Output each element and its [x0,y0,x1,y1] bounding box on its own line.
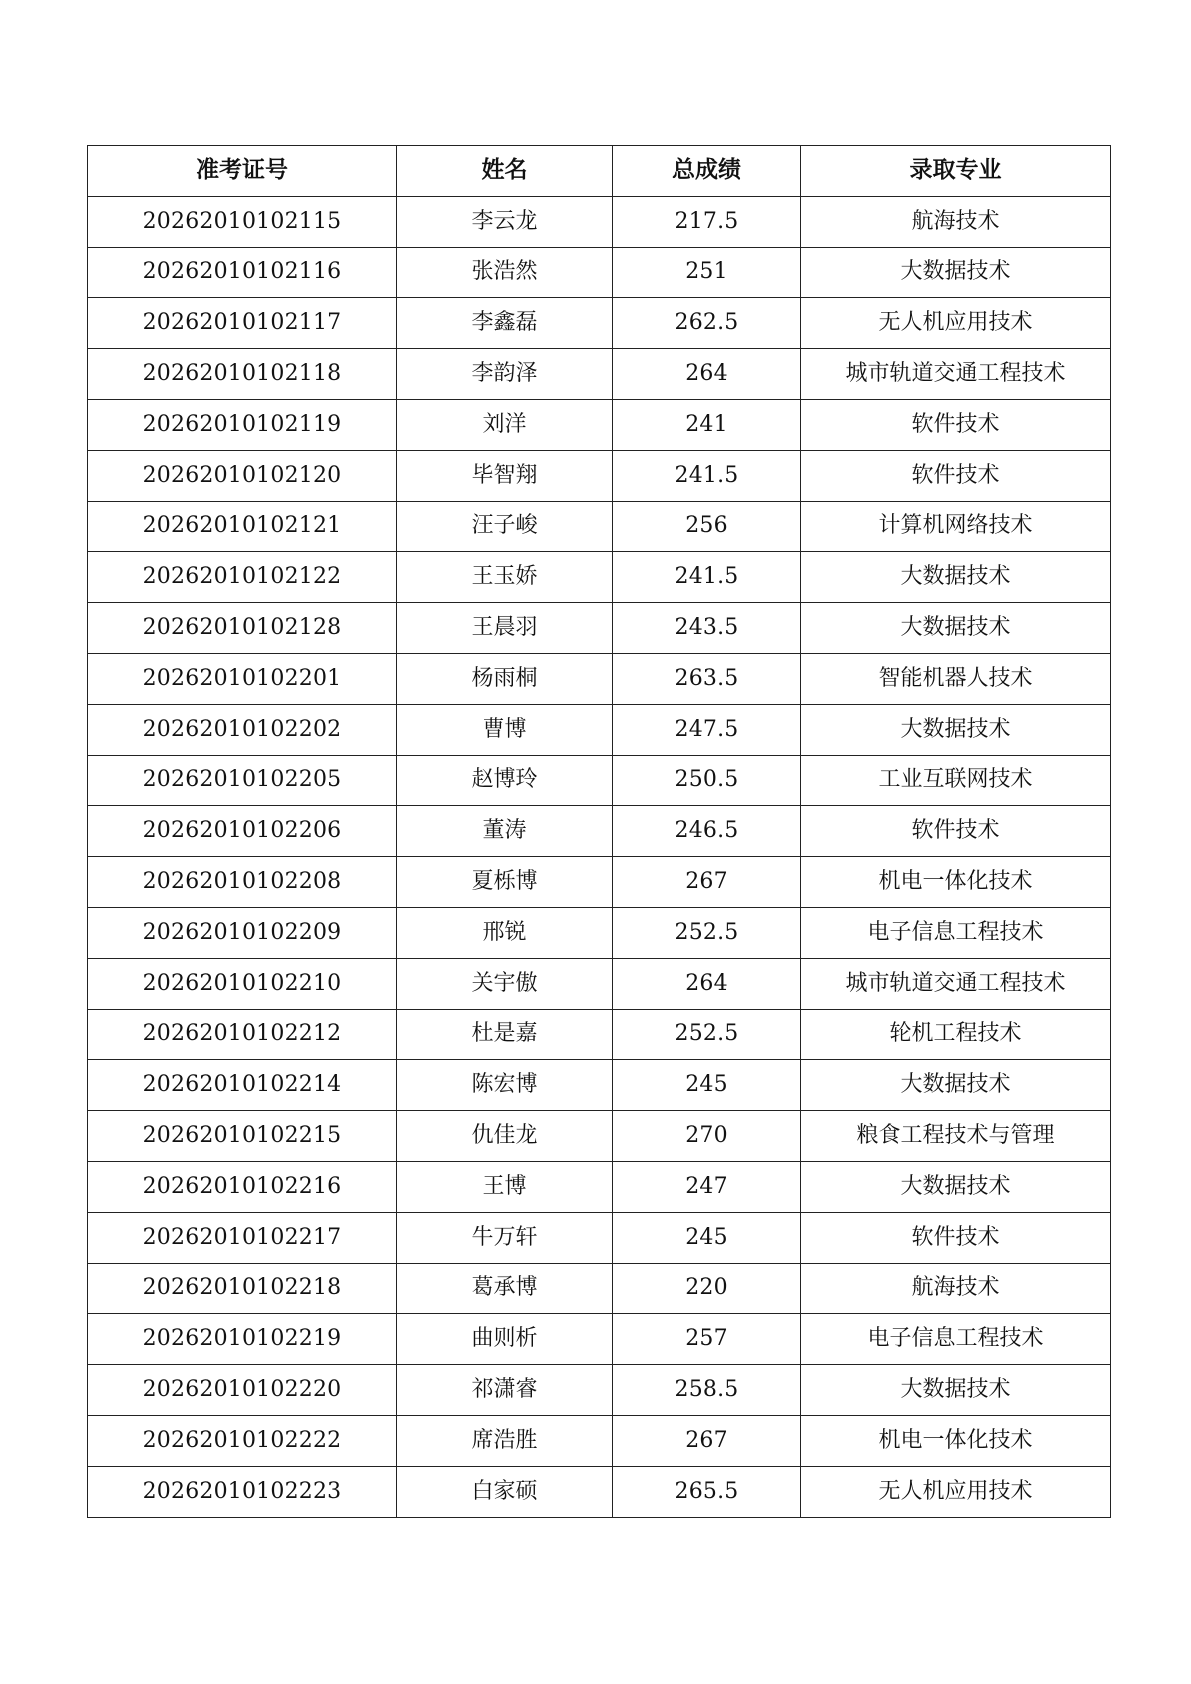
student-name-cell: 仇佳龙 [397,1111,613,1162]
student-name-cell: 曹博 [397,704,613,755]
admitted-major-cell: 轮机工程技术 [801,1009,1111,1060]
student-name-cell: 刘洋 [397,399,613,450]
table-row [88,755,1111,806]
admitted-major-cell: 城市轨道交通工程技术 [801,958,1111,1009]
header-row [88,146,1111,197]
total-score-cell: 247 [613,1161,801,1212]
total-score-cell: 267 [613,1415,801,1466]
total-score-cell: 241.5 [613,552,801,603]
total-score-cell: 252.5 [613,1009,801,1060]
table-row [88,1466,1111,1517]
exam-number-cell: 20262010102120 [88,450,397,501]
total-score-cell: 246.5 [613,806,801,857]
admitted-major-cell: 大数据技术 [801,704,1111,755]
admitted-major-cell: 机电一体化技术 [801,1415,1111,1466]
total-score-cell: 252.5 [613,907,801,958]
table-body [88,196,1111,1517]
header-total-score: 总成绩 [613,146,801,197]
student-name-cell: 牛万轩 [397,1212,613,1263]
admitted-major-cell: 智能机器人技术 [801,653,1111,704]
exam-number-cell: 20262010102128 [88,603,397,654]
exam-number-cell: 20262010102208 [88,857,397,908]
admitted-major-cell: 软件技术 [801,1212,1111,1263]
exam-number-cell: 20262010102115 [88,196,397,247]
student-name-cell: 夏栎博 [397,857,613,908]
exam-number-cell: 20262010102212 [88,1009,397,1060]
admitted-major-cell: 航海技术 [801,1263,1111,1314]
student-name-cell: 赵博玲 [397,755,613,806]
exam-number-cell: 20262010102205 [88,755,397,806]
student-name-cell: 陈宏博 [397,1060,613,1111]
student-name-cell: 邢锐 [397,907,613,958]
student-name-cell: 王博 [397,1161,613,1212]
table-row [88,1009,1111,1060]
total-score-cell: 217.5 [613,196,801,247]
table-row [88,1415,1111,1466]
student-name-cell: 席浩胜 [397,1415,613,1466]
exam-number-cell: 20262010102116 [88,247,397,298]
table-row [88,653,1111,704]
exam-number-cell: 20262010102121 [88,501,397,552]
admitted-major-cell: 无人机应用技术 [801,1466,1111,1517]
table-row [88,1212,1111,1263]
table-row [88,450,1111,501]
admitted-major-cell: 工业互联网技术 [801,755,1111,806]
admitted-major-cell: 大数据技术 [801,1365,1111,1416]
exam-number-cell: 20262010102118 [88,349,397,400]
table-row [88,857,1111,908]
student-name-cell: 张浩然 [397,247,613,298]
admitted-major-cell: 无人机应用技术 [801,298,1111,349]
exam-number-cell: 20262010102215 [88,1111,397,1162]
table-row [88,247,1111,298]
table-row [88,958,1111,1009]
total-score-cell: 245 [613,1212,801,1263]
admitted-major-cell: 航海技术 [801,196,1111,247]
exam-number-cell: 20262010102216 [88,1161,397,1212]
admitted-major-cell: 电子信息工程技术 [801,1314,1111,1365]
student-name-cell: 毕智翔 [397,450,613,501]
table-row [88,349,1111,400]
total-score-cell: 241.5 [613,450,801,501]
admitted-major-cell: 大数据技术 [801,603,1111,654]
exam-number-cell: 20262010102117 [88,298,397,349]
exam-number-cell: 20262010102220 [88,1365,397,1416]
exam-number-cell: 20262010102217 [88,1212,397,1263]
exam-number-cell: 20262010102209 [88,907,397,958]
total-score-cell: 256 [613,501,801,552]
admission-table [87,145,1111,1518]
table-row [88,1161,1111,1212]
table-row [88,603,1111,654]
student-name-cell: 曲则析 [397,1314,613,1365]
total-score-cell: 264 [613,349,801,400]
table-row [88,1263,1111,1314]
student-name-cell: 李鑫磊 [397,298,613,349]
admitted-major-cell: 软件技术 [801,450,1111,501]
student-name-cell: 汪子峻 [397,501,613,552]
total-score-cell: 265.5 [613,1466,801,1517]
exam-number-cell: 20262010102218 [88,1263,397,1314]
table-row [88,298,1111,349]
table-row [88,196,1111,247]
table-row [88,806,1111,857]
exam-number-cell: 20262010102223 [88,1466,397,1517]
admitted-major-cell: 大数据技术 [801,1161,1111,1212]
total-score-cell: 247.5 [613,704,801,755]
student-name-cell: 王玉娇 [397,552,613,603]
admitted-major-cell: 大数据技术 [801,247,1111,298]
table-row [88,399,1111,450]
student-name-cell: 杨雨桐 [397,653,613,704]
exam-number-cell: 20262010102122 [88,552,397,603]
student-name-cell: 祁潇睿 [397,1365,613,1416]
student-name-cell: 白家硕 [397,1466,613,1517]
exam-number-cell: 20262010102219 [88,1314,397,1365]
table-row [88,552,1111,603]
total-score-cell: 241 [613,399,801,450]
admitted-major-cell: 电子信息工程技术 [801,907,1111,958]
admitted-major-cell: 大数据技术 [801,1060,1111,1111]
table-row [88,907,1111,958]
student-name-cell: 王晨羽 [397,603,613,654]
header-exam-number: 准考证号 [88,146,397,197]
exam-number-cell: 20262010102222 [88,1415,397,1466]
total-score-cell: 264 [613,958,801,1009]
exam-number-cell: 20262010102119 [88,399,397,450]
total-score-cell: 258.5 [613,1365,801,1416]
table-row [88,1365,1111,1416]
table-row [88,501,1111,552]
total-score-cell: 270 [613,1111,801,1162]
exam-number-cell: 20262010102206 [88,806,397,857]
total-score-cell: 250.5 [613,755,801,806]
total-score-cell: 257 [613,1314,801,1365]
table-row [88,1314,1111,1365]
student-name-cell: 李韵泽 [397,349,613,400]
total-score-cell: 262.5 [613,298,801,349]
exam-number-cell: 20262010102210 [88,958,397,1009]
student-name-cell: 葛承博 [397,1263,613,1314]
admitted-major-cell: 软件技术 [801,399,1111,450]
table-row [88,704,1111,755]
total-score-cell: 267 [613,857,801,908]
table-row [88,1111,1111,1162]
total-score-cell: 251 [613,247,801,298]
student-name-cell: 董涛 [397,806,613,857]
admitted-major-cell: 大数据技术 [801,552,1111,603]
total-score-cell: 263.5 [613,653,801,704]
header-admitted-major: 录取专业 [801,146,1111,197]
student-name-cell: 关宇傲 [397,958,613,1009]
admitted-major-cell: 粮食工程技术与管理 [801,1111,1111,1162]
exam-number-cell: 20262010102201 [88,653,397,704]
table-row [88,1060,1111,1111]
exam-number-cell: 20262010102202 [88,704,397,755]
table-header [88,146,1111,197]
admitted-major-cell: 城市轨道交通工程技术 [801,349,1111,400]
admitted-major-cell: 软件技术 [801,806,1111,857]
exam-number-cell: 20262010102214 [88,1060,397,1111]
student-name-cell: 杜是嘉 [397,1009,613,1060]
admitted-major-cell: 计算机网络技术 [801,501,1111,552]
header-name: 姓名 [397,146,613,197]
total-score-cell: 220 [613,1263,801,1314]
admitted-major-cell: 机电一体化技术 [801,857,1111,908]
total-score-cell: 245 [613,1060,801,1111]
student-name-cell: 李云龙 [397,196,613,247]
total-score-cell: 243.5 [613,603,801,654]
